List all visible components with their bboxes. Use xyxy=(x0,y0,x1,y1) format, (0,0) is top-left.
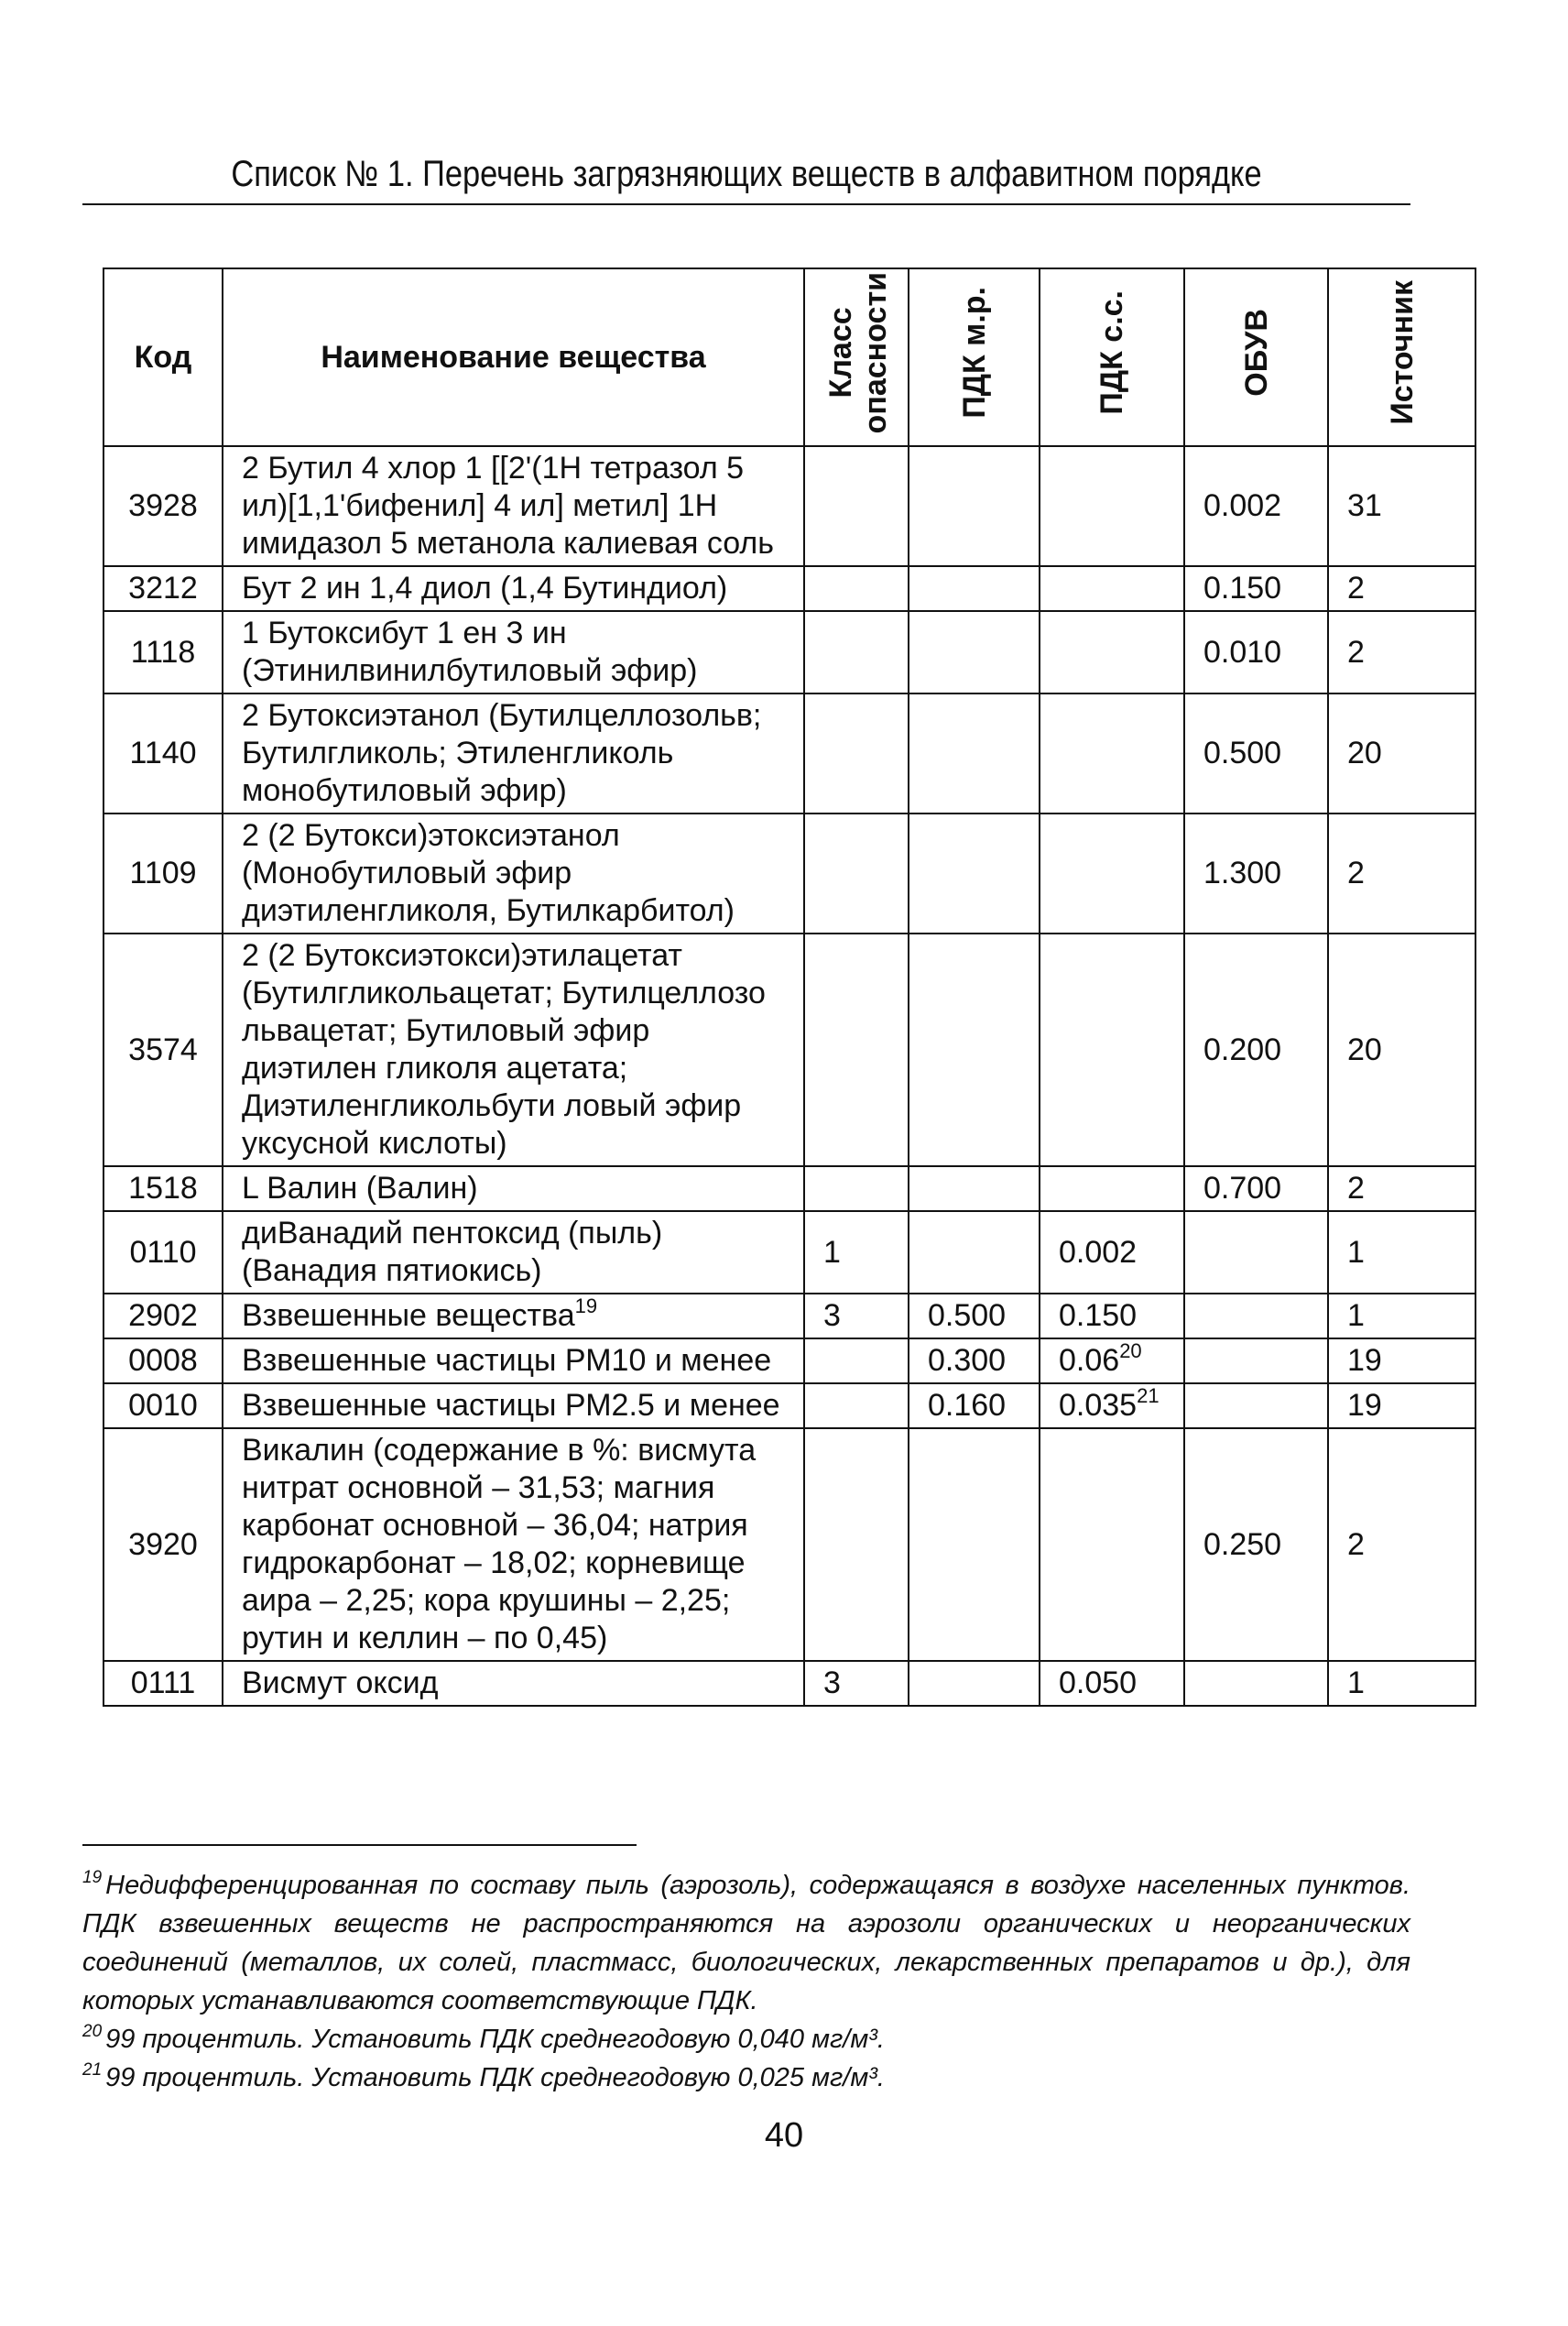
cell-obuv xyxy=(1184,1428,1328,1661)
cell-obuv xyxy=(1184,1166,1328,1211)
cell-obuv-text: 0.250 xyxy=(1203,1526,1282,1562)
cell-name-text: Бут 2 ин 1,4 диол (1,4 Бутиндиол) xyxy=(242,571,728,606)
footnote-text: 99 процентиль. Установить ПДК среднегодовую 0,025 мг/м³. xyxy=(105,2063,885,2092)
cell-pdk-ss xyxy=(1040,1383,1184,1428)
cell-hazard-class xyxy=(804,1211,909,1294)
cell-hazard-class xyxy=(804,1338,909,1383)
table-row xyxy=(103,693,1475,814)
cell-source-text: 20 xyxy=(1347,736,1382,771)
cell-obuv xyxy=(1184,1211,1328,1294)
cell-name xyxy=(223,611,804,693)
cell-pdk-mr xyxy=(909,1661,1040,1706)
cell-pdk-mr-text: 0.500 xyxy=(928,1298,1007,1334)
cell-hazard-class xyxy=(804,693,909,814)
table-row xyxy=(103,446,1475,566)
cell-source-text: 31 xyxy=(1347,488,1382,524)
cell-source-text: 1 xyxy=(1347,1234,1365,1270)
cell-hazard-class xyxy=(804,1383,909,1428)
cell-hazard-class xyxy=(804,934,909,1166)
cell-code-text: 1118 xyxy=(130,634,196,670)
header-code: Код xyxy=(103,268,223,446)
cell-pdk-ss-text: 0.002 xyxy=(1059,1234,1138,1270)
cell-pdk-ss xyxy=(1040,446,1184,566)
cell-name-text: 1 Бутоксибут 1 ен 3 ин (Этинилвинилбутиловый эфир) xyxy=(242,616,698,689)
cell-name-text: Викалин (содержание в %: висмута нитрат основной – 31,53; магния карбонат основной – 36,04; натрия гидрокарбонат – 18,02; корневище аира – 2,25; кора крушины – 2,25; рутин и келлин – по 0,45) xyxy=(242,1433,757,1656)
cell-name xyxy=(223,1383,804,1428)
cell-hazard-class xyxy=(804,1428,909,1661)
cell-code xyxy=(103,1294,223,1338)
cell-source-text: 19 xyxy=(1347,1343,1382,1379)
cell-hazard-class xyxy=(804,1294,909,1338)
cell-code xyxy=(103,566,223,611)
footnote-number: 21 xyxy=(82,2060,103,2080)
cell-name-text: диВанадий пентоксид (пыль) (Ванадия пятиокись) xyxy=(242,1216,663,1289)
table-header-row xyxy=(103,268,1475,446)
header-pdk-mr-label: ПДК м.р. xyxy=(956,287,992,420)
cell-obuv xyxy=(1184,1338,1328,1383)
cell-pdk-ss xyxy=(1040,814,1184,934)
cell-source-text: 2 xyxy=(1347,856,1365,891)
footnote-text: Недифференцированная по составу пыль (аэрозоль), содержащаяся в воздухе населенных пунктов. ПДК взвешенных веществ не распространяются на аэрозоли органических и неорганических соединений (металлов, их солей, пластмасс, биологических, лекарственных препаратов и др.), для которых устанавливаются соответствующие ПДК. xyxy=(82,1871,1410,2015)
cell-hazard-class-text: 3 xyxy=(823,1298,841,1334)
cell-name xyxy=(223,1294,804,1338)
cell-pdk-ss xyxy=(1040,1338,1184,1383)
substances-table xyxy=(103,268,1476,1707)
cell-pdk-mr xyxy=(909,566,1040,611)
cell-name xyxy=(223,566,804,611)
cell-source xyxy=(1328,1338,1475,1383)
cell-obuv xyxy=(1184,693,1328,814)
cell-code xyxy=(103,934,223,1166)
cell-code-text: 3574 xyxy=(128,1032,198,1067)
footnote xyxy=(82,2058,1410,2097)
cell-code xyxy=(103,1338,223,1383)
cell-obuv xyxy=(1184,446,1328,566)
cell-code-text: 3212 xyxy=(128,571,198,606)
header-hazard-class-label: Класс опасности xyxy=(823,271,893,434)
cell-pdk-mr xyxy=(909,934,1040,1166)
cell-pdk-mr xyxy=(909,1428,1040,1661)
cell-name xyxy=(223,814,804,934)
cell-name-text: L Валин (Валин) xyxy=(242,1171,478,1207)
table-row xyxy=(103,1661,1475,1706)
cell-code-text: 1109 xyxy=(129,856,197,891)
cell-pdk-mr xyxy=(909,1166,1040,1211)
cell-code xyxy=(103,814,223,934)
cell-pdk-ss xyxy=(1040,611,1184,693)
title-divider xyxy=(82,203,1410,205)
cell-obuv xyxy=(1184,814,1328,934)
cell-pdk-ss xyxy=(1040,934,1184,1166)
cell-hazard-class xyxy=(804,1166,909,1211)
cell-name-text: Взвешенные частицы РМ2.5 и менее xyxy=(242,1388,780,1424)
cell-source xyxy=(1328,1428,1475,1661)
cell-pdk-ss-text: 0.150 xyxy=(1059,1298,1138,1334)
cell-code xyxy=(103,1166,223,1211)
cell-source-text: 1 xyxy=(1347,1665,1365,1701)
cell-obuv-text: 0.500 xyxy=(1203,736,1282,771)
cell-obuv xyxy=(1184,1661,1328,1706)
cell-obuv-text: 0.010 xyxy=(1203,634,1282,670)
cell-pdk-ss-text: 0.06 xyxy=(1059,1343,1120,1379)
cell-hazard-class-text: 1 xyxy=(823,1234,841,1270)
footnotes xyxy=(82,1866,1410,2097)
cell-name xyxy=(223,1338,804,1383)
cell-code xyxy=(103,611,223,693)
table-row xyxy=(103,814,1475,934)
cell-source xyxy=(1328,1383,1475,1428)
cell-hazard-class xyxy=(804,446,909,566)
cell-code-text: 3920 xyxy=(128,1526,198,1562)
footnote xyxy=(82,2020,1410,2058)
cell-pdk-mr xyxy=(909,1383,1040,1428)
footnote xyxy=(82,1866,1410,2020)
cell-code-text: 0008 xyxy=(128,1343,198,1379)
cell-source xyxy=(1328,1294,1475,1338)
header-obuv xyxy=(1184,268,1328,446)
footnote-ref: 20 xyxy=(1119,1339,1142,1363)
cell-source xyxy=(1328,1661,1475,1706)
cell-source xyxy=(1328,1166,1475,1211)
table-row xyxy=(103,934,1475,1166)
cell-name xyxy=(223,1428,804,1661)
cell-pdk-mr-text: 0.160 xyxy=(928,1388,1007,1424)
cell-source-text: 2 xyxy=(1347,1526,1365,1562)
cell-pdk-mr xyxy=(909,1294,1040,1338)
cell-source-text: 2 xyxy=(1347,571,1365,606)
cell-name xyxy=(223,1211,804,1294)
cell-hazard-class-text: 3 xyxy=(823,1665,841,1701)
cell-obuv xyxy=(1184,566,1328,611)
cell-code-text: 3928 xyxy=(128,488,198,524)
cell-name-text: 2 (2 Бутокси)этоксиэтанол (Монобутиловый эфир диэтиленгликоля, Бутилкарбитол) xyxy=(242,818,735,929)
cell-code-text: 0110 xyxy=(129,1234,197,1270)
cell-hazard-class xyxy=(804,1661,909,1706)
cell-pdk-mr xyxy=(909,611,1040,693)
cell-obuv xyxy=(1184,611,1328,693)
cell-pdk-ss-text: 0.050 xyxy=(1059,1665,1138,1701)
cell-name xyxy=(223,693,804,814)
cell-source xyxy=(1328,446,1475,566)
cell-pdk-ss xyxy=(1040,1211,1184,1294)
cell-source-text: 2 xyxy=(1347,1171,1365,1207)
table-row xyxy=(103,1428,1475,1661)
header-source xyxy=(1328,268,1475,446)
cell-pdk-mr xyxy=(909,693,1040,814)
cell-code-text: 2902 xyxy=(128,1298,198,1334)
cell-pdk-ss xyxy=(1040,1166,1184,1211)
cell-source xyxy=(1328,693,1475,814)
cell-pdk-mr xyxy=(909,814,1040,934)
cell-hazard-class xyxy=(804,566,909,611)
table-row xyxy=(103,1383,1475,1428)
table-row xyxy=(103,611,1475,693)
cell-code-text: 1140 xyxy=(129,736,197,771)
cell-code xyxy=(103,1661,223,1706)
cell-code xyxy=(103,693,223,814)
cell-source xyxy=(1328,1211,1475,1294)
cell-code xyxy=(103,1428,223,1661)
cell-pdk-ss xyxy=(1040,1294,1184,1338)
cell-pdk-ss xyxy=(1040,1661,1184,1706)
cell-name xyxy=(223,1661,804,1706)
page-title: Список № 1. Перечень загрязняющих веществ в алфавитном порядке xyxy=(231,154,1262,194)
cell-obuv-text: 0.002 xyxy=(1203,488,1282,524)
cell-obuv-text: 1.300 xyxy=(1203,856,1282,891)
cell-name-text: 2 Бутоксиэтанол (Бутилцеллозольв; Бутилгликоль; Этиленгликоль монобутиловый эфир) xyxy=(242,698,762,809)
cell-obuv-text: 0.200 xyxy=(1203,1032,1282,1067)
cell-hazard-class xyxy=(804,814,909,934)
cell-name xyxy=(223,1166,804,1211)
cell-name-text: Взвешенные частицы РМ10 и менее xyxy=(242,1343,772,1379)
cell-source-text: 1 xyxy=(1347,1298,1365,1334)
header-pdk-mr xyxy=(909,268,1040,446)
cell-name-text: Висмут оксид xyxy=(242,1665,439,1701)
cell-pdk-mr xyxy=(909,1211,1040,1294)
cell-pdk-ss xyxy=(1040,1428,1184,1661)
cell-code xyxy=(103,1211,223,1294)
cell-obuv-text: 0.700 xyxy=(1203,1171,1282,1207)
cell-obuv xyxy=(1184,1294,1328,1338)
cell-code xyxy=(103,446,223,566)
cell-hazard-class xyxy=(804,611,909,693)
header-pdk-ss xyxy=(1040,268,1184,446)
cell-source-text: 19 xyxy=(1347,1388,1382,1424)
cell-name-text: 2 Бутил 4 хлор 1 [[2'(1Н тетразол 5 ил)[1,1'бифенил] 4 ил] метил] 1Н имидазол 5 метанола калиевая соль xyxy=(242,451,774,562)
cell-code-text: 0111 xyxy=(130,1665,196,1701)
cell-name-text: Взвешенные вещества xyxy=(242,1298,575,1334)
cell-pdk-ss xyxy=(1040,566,1184,611)
cell-obuv xyxy=(1184,1383,1328,1428)
cell-source xyxy=(1328,814,1475,934)
cell-source xyxy=(1328,934,1475,1166)
cell-pdk-mr xyxy=(909,1338,1040,1383)
cell-source xyxy=(1328,611,1475,693)
cell-name-text: 2 (2 Бутоксиэтокси)этилацетат (Бутилгликольацетат; Бутилцеллозо львацетат; Бутиловый эфир диэтилен гликоля ацетата; Диэтиленгликольбути ловый эфир уксусной кислоты) xyxy=(242,938,766,1162)
cell-pdk-mr xyxy=(909,446,1040,566)
footnote-number: 19 xyxy=(82,1868,103,1887)
cell-source xyxy=(1328,566,1475,611)
footnote-number: 20 xyxy=(82,2022,103,2041)
table-row xyxy=(103,1294,1475,1338)
footnote-text: 99 процентиль. Установить ПДК среднегодовую 0,040 мг/м³. xyxy=(105,2025,885,2054)
footnote-ref: 21 xyxy=(1137,1384,1160,1408)
cell-obuv-text: 0.150 xyxy=(1203,571,1282,606)
header-pdk-ss-label: ПДК с.с. xyxy=(1094,290,1129,415)
table-row xyxy=(103,566,1475,611)
footnote-ref: 19 xyxy=(574,1294,598,1318)
page-number: 40 xyxy=(764,2116,804,2155)
table-row xyxy=(103,1166,1475,1211)
header-obuv-label: ОБУВ xyxy=(1238,309,1274,398)
header-name: Наименование вещества xyxy=(223,268,804,446)
cell-source-text: 20 xyxy=(1347,1032,1382,1067)
table-row xyxy=(103,1338,1475,1383)
cell-pdk-ss-text: 0.035 xyxy=(1059,1388,1138,1424)
cell-code-text: 1518 xyxy=(128,1171,198,1207)
cell-name xyxy=(223,446,804,566)
cell-pdk-mr-text: 0.300 xyxy=(928,1343,1007,1379)
cell-pdk-ss xyxy=(1040,693,1184,814)
header-hazard-class xyxy=(804,268,909,446)
footnote-divider xyxy=(82,1844,637,1846)
cell-obuv xyxy=(1184,934,1328,1166)
cell-code xyxy=(103,1383,223,1428)
header-source-label: Источник xyxy=(1384,280,1420,426)
cell-name xyxy=(223,934,804,1166)
cell-code-text: 0010 xyxy=(128,1388,198,1424)
cell-source-text: 2 xyxy=(1347,634,1365,670)
table-row xyxy=(103,1211,1475,1294)
